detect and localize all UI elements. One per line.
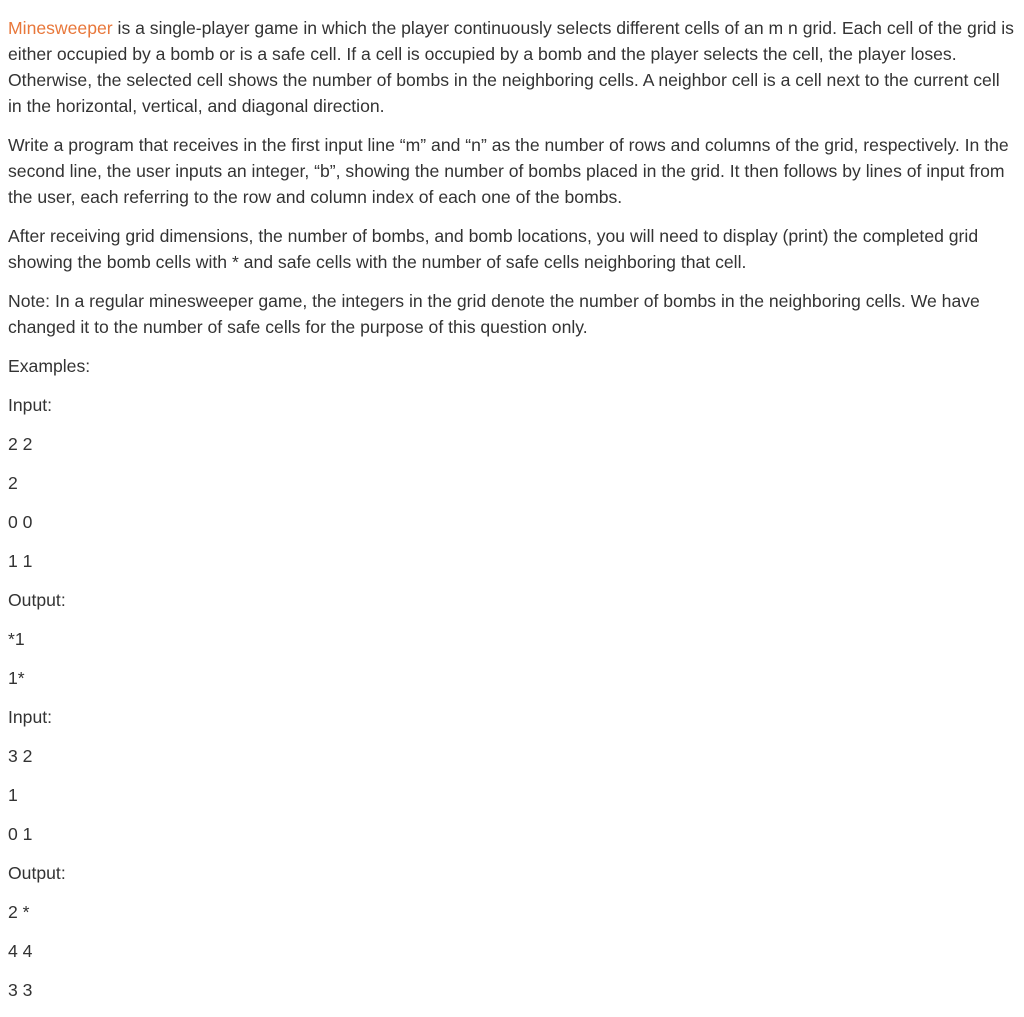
note-paragraph: Note: In a regular minesweeper game, the integers in the grid denote the number of bombs in the neighboring cells. We have changed it to the number of safe cells for the purpose of this question only. [8,291,980,337]
example-line: 2 2 [8,434,33,454]
example-2-output-label: Output: [8,863,66,883]
example-line: 4 4 [8,941,33,961]
example-line: 2 * [8,902,30,922]
intro-paragraph [8,15,1016,119]
minesweeper-link[interactable]: Minesweeper [8,18,113,38]
example-2-input-label: Input: [8,707,53,727]
example-1-input-label: Input: [8,395,53,415]
example-1-output-label: Output: [8,590,66,610]
example-line: 3 3 [8,980,33,1000]
intro-text: is a single-player game in which the player continuously selects different cells of an m n grid. Each cell of the grid is either occupied by a bomb or is a safe cell. If a cell is occupied by a bomb and the player selects the cell, the player loses. Otherwise, the selected cell shows the number of bombs in the neighboring cells. A neighbor cell is a cell next to the current cell in the horizontal, vertical, and diagonal direction. [8,18,1014,116]
example-line: 0 1 [8,824,33,844]
example-line: 1 [8,785,18,805]
examples-block [8,392,1016,1003]
input-description-paragraph: Write a program that receives in the first input line “m” and “n” as the number of rows and columns of the grid, respectively. In the second line, the user inputs an integer, “b”, showing the number of bombs placed in the grid. It then follows by lines of input from the user, each referring to the row and column index of each one of the bombs. [8,135,1009,207]
example-line: 0 0 [8,512,33,532]
example-line: *1 [8,629,25,649]
example-line: 1* [8,668,25,688]
example-line: 1 1 [8,551,33,571]
example-line: 3 2 [8,746,33,766]
examples-label: Examples: [8,356,91,376]
example-line: 2 [8,473,18,493]
output-description-paragraph: After receiving grid dimensions, the number of bombs, and bomb locations, you will need to display (print) the completed grid showing the bomb cells with * and safe cells with the number of safe cells neighboring that cell. [8,226,979,272]
